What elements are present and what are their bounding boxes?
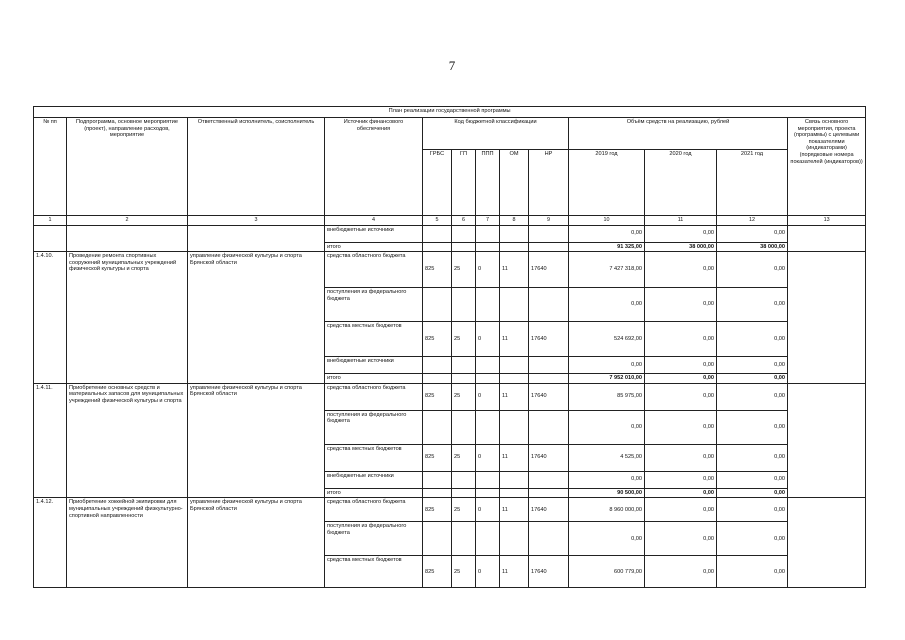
header-program: Подпрограмма, основное мероприятие (проект), направление расходов, мероприятие [67,118,188,216]
item-executor: управление физической культуры и спорта Брянской области [188,498,325,588]
total-label: итого [325,374,423,384]
table-row [34,225,866,242]
source-cell: средства местных бюджетов [325,556,423,588]
grbs-cell: 825 [423,498,452,522]
total-2021: 38 000,00 [717,242,788,252]
empty-cell [188,225,325,252]
source-cell: поступления из федерального бюджета [325,522,423,556]
om-cell: 11 [500,556,529,588]
value-2020: 0,00 [645,410,717,444]
source-cell: внебюджетные источники [325,357,423,374]
np-cell: 17640 [529,498,569,522]
value-2020: 0,00 [645,556,717,588]
value-2020: 0,00 [645,225,717,242]
header-2019: 2019 год [569,150,645,216]
header-funds: Объём средств на реализацию, рублей [569,118,788,150]
gp-cell: 25 [452,556,476,588]
column-number: 6 [452,216,476,226]
grbs-cell: 825 [423,556,452,588]
value-2021: 0,00 [717,252,788,288]
value-2020: 0,00 [645,357,717,374]
item-name: Проведение ремонта спортивных сооружений муниципальных учреждений физической культуры и спорта [67,252,188,384]
value-2021: 0,00 [717,556,788,588]
value-2020: 0,00 [645,444,717,471]
header-np: НР [529,150,569,216]
value-2021: 0,00 [717,357,788,374]
column-number: 10 [569,216,645,226]
item-number: 1.4.11. [34,383,67,498]
column-number: 3 [188,216,325,226]
value-2021: 0,00 [717,522,788,556]
column-number: 1 [34,216,67,226]
source-cell: поступления из федерального бюджета [325,410,423,444]
header-link: Связь основного мероприятия, проекта (программы) с целевыми показателями (индикаторами) (порядковые номера показателей (индикаторов)) [788,118,866,216]
pgp-cell: 0 [476,498,500,522]
item-number: 1.4.12. [34,498,67,588]
np-cell: 17640 [529,383,569,410]
value-2019: 0,00 [569,225,645,242]
value-2020: 0,00 [645,322,717,357]
om-cell: 11 [500,322,529,357]
value-2021: 0,00 [717,498,788,522]
gp-cell: 25 [452,252,476,288]
total-2021: 0,00 [717,374,788,384]
gp-cell: 25 [452,498,476,522]
header-source: Источник финансового обеспечения [325,118,423,216]
value-2019: 600 779,00 [569,556,645,588]
value-2021: 0,00 [717,322,788,357]
source-cell: средства местных бюджетов [325,444,423,471]
value-2019: 85 975,00 [569,383,645,410]
column-number: 8 [500,216,529,226]
program-plan-table-wrapper [33,106,865,588]
column-number: 11 [645,216,717,226]
link-cell [788,252,866,384]
pgp-cell: 0 [476,252,500,288]
column-number: 4 [325,216,423,226]
table-title: План реализации государственной программы [34,107,866,118]
value-2019: 0,00 [569,522,645,556]
grbs-cell: 825 [423,322,452,357]
empty-cell [34,225,67,252]
total-2020: 0,00 [645,374,717,384]
value-2019: 7 427 318,00 [569,252,645,288]
source-cell: средства областного бюджета [325,498,423,522]
total-2020: 0,00 [645,488,717,498]
header-grbs: ГРБС [423,150,452,216]
value-2020: 0,00 [645,252,717,288]
source-cell: средства областного бюджета [325,383,423,410]
value-2019: 524 692,00 [569,322,645,357]
empty-cell [788,225,866,252]
total-2019: 91 325,00 [569,242,645,252]
pgp-cell: 0 [476,444,500,471]
np-cell: 17640 [529,322,569,357]
header-2020: 2020 год [645,150,717,216]
om-cell: 11 [500,252,529,288]
source-cell: средства областного бюджета [325,252,423,288]
program-plan-table [33,106,866,588]
grbs-cell: 825 [423,252,452,288]
pgp-cell: 0 [476,383,500,410]
empty-cell [67,225,188,252]
table-row [34,383,866,410]
header-budget-code: Код бюджетной классификации [423,118,569,150]
value-2020: 0,00 [645,471,717,488]
total-label: итого [325,242,423,252]
value-2019: 0,00 [569,288,645,322]
total-2020: 38 000,00 [645,242,717,252]
item-executor: управление физической культуры и спорта Брянской области [188,383,325,498]
om-cell: 11 [500,498,529,522]
table-row [34,252,866,288]
column-number-row [34,216,866,226]
value-2021: 0,00 [717,410,788,444]
value-2019: 0,00 [569,471,645,488]
value-2020: 0,00 [645,288,717,322]
link-cell [788,383,866,498]
column-number: 5 [423,216,452,226]
value-2019: 0,00 [569,410,645,444]
value-2019: 8 960 000,00 [569,498,645,522]
pgp-cell: 0 [476,322,500,357]
grbs-cell: 825 [423,444,452,471]
item-name: Приобретение хоккейной экипировки для муниципальных учреждений физкультурно-спортивной направленности [67,498,188,588]
total-2019: 90 500,00 [569,488,645,498]
value-2020: 0,00 [645,498,717,522]
item-executor: управление физической культуры и спорта Брянской области [188,252,325,384]
value-2019: 4 525,00 [569,444,645,471]
table-row [34,498,866,522]
column-number: 13 [788,216,866,226]
source-cell: поступления из федерального бюджета [325,288,423,322]
np-cell: 17640 [529,556,569,588]
header-pgp: ППП [476,150,500,216]
gp-cell: 25 [452,322,476,357]
value-2020: 0,00 [645,383,717,410]
total-2021: 0,00 [717,488,788,498]
value-2021: 0,00 [717,444,788,471]
value-2021: 0,00 [717,225,788,242]
total-2019: 7 952 010,00 [569,374,645,384]
column-number: 2 [67,216,188,226]
header-gp: ГП [452,150,476,216]
np-cell: 17640 [529,252,569,288]
page-number: 7 [448,58,456,73]
value-2021: 0,00 [717,383,788,410]
value-2021: 0,00 [717,288,788,322]
value-2020: 0,00 [645,522,717,556]
item-name: Приобретение основных средств и материальных запасов для муниципальных учреждений физической культуры и спорта [67,383,188,498]
header-no: № пп [34,118,67,216]
value-2021: 0,00 [717,471,788,488]
link-cell [788,498,866,588]
header-2021: 2021 год [717,150,788,216]
gp-cell: 25 [452,444,476,471]
source-cell: внебюджетные источники [325,225,423,242]
om-cell: 11 [500,444,529,471]
grbs-cell: 825 [423,383,452,410]
column-number: 12 [717,216,788,226]
gp-cell: 25 [452,383,476,410]
np-cell: 17640 [529,444,569,471]
om-cell: 11 [500,383,529,410]
source-cell: внебюджетные источники [325,471,423,488]
header-om: ОМ [500,150,529,216]
header-executor: Ответственный исполнитель, соисполнитель [188,118,325,216]
source-cell: средства местных бюджетов [325,322,423,357]
column-number: 7 [476,216,500,226]
pgp-cell: 0 [476,556,500,588]
item-number: 1.4.10. [34,252,67,384]
total-label: итого [325,488,423,498]
value-2019: 0,00 [569,357,645,374]
column-number: 9 [529,216,569,226]
